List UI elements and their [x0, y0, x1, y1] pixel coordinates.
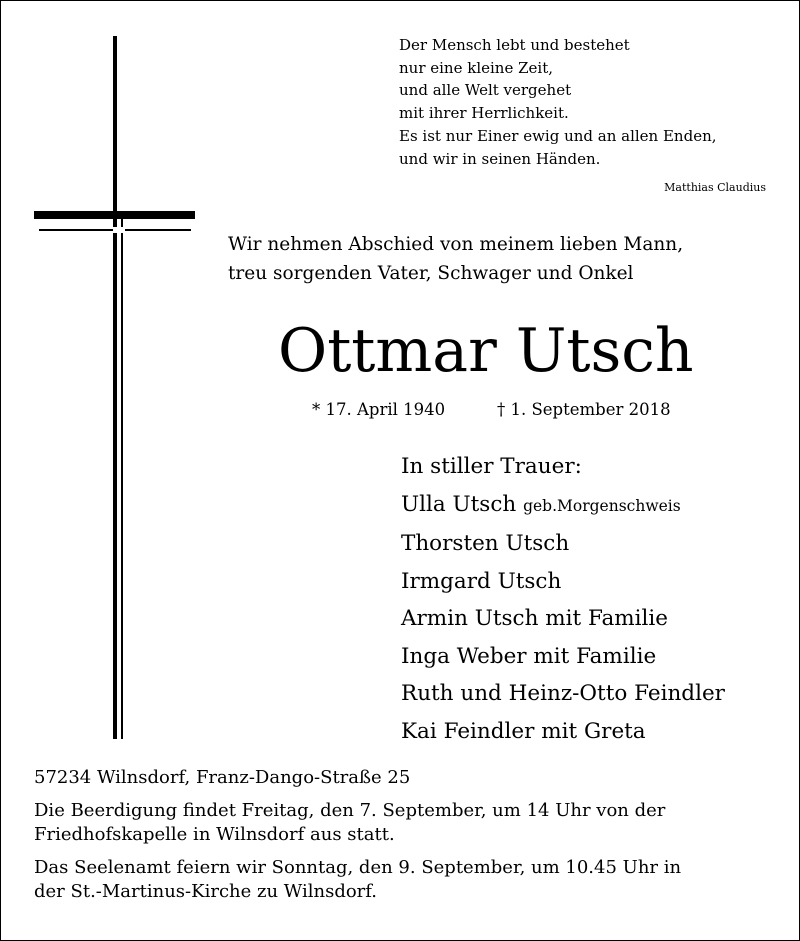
funeral-info [34, 799, 754, 848]
mourner-item: Thorsten Utsch [401, 531, 570, 556]
footer [34, 766, 754, 913]
poem-line: Es ist nur Einer ewig und an allen Enden, [399, 126, 717, 145]
intro-text [228, 230, 683, 288]
funeral-line: Die Beerdigung findet Freitag, den 7. September, um 14 Uhr von der [34, 799, 666, 821]
poem-line: und alle Welt vergehet [399, 81, 572, 100]
poem-author: Matthias Claudius [664, 181, 766, 194]
mourners-heading: In stiller Trauer: [401, 454, 582, 479]
cross-vertical-thin-line [121, 217, 123, 739]
death-date: † 1. September 2018 [497, 400, 671, 419]
cross-horizontal-bar [34, 211, 195, 219]
poem-line: Der Mensch lebt und bestehet [399, 36, 630, 54]
poem-line: und wir in seinen Händen. [399, 149, 601, 168]
cross-vertical-bar [113, 36, 117, 739]
cross-gap [113, 227, 125, 233]
mourner-item: Inga Weber mit Familie [401, 643, 657, 669]
mourner-item [401, 486, 725, 526]
mourner-item: Irmgard Utsch [401, 568, 562, 594]
mourner-item: Kai Feindler mit Greta [401, 718, 646, 744]
mass-line: Das Seelenamt feiern wir Sonntag, den 9. September, um 10.45 Uhr in [34, 856, 682, 878]
address: 57234 Wilnsdorf, Franz-Dango-Straße 25 [34, 767, 411, 788]
poem-line: nur eine kleine Zeit, [399, 58, 553, 77]
intro-line: Wir nehmen Abschied von meinem lieben Mann, [228, 234, 684, 255]
mourner-item: Ruth und Heinz-Otto Feindler [401, 681, 725, 706]
birth-date: * 17. April 1940 [312, 400, 446, 419]
mourner-item: Armin Utsch mit Familie [401, 606, 669, 631]
funeral-line: Friedhofskapelle in Wilnsdorf aus statt. [34, 824, 395, 845]
poem [399, 34, 717, 170]
maiden-name: geb.Morgenschweis [523, 496, 681, 515]
intro-line: treu sorgenden Vater, Schwager und Onkel [228, 263, 634, 284]
mourners-list [401, 448, 725, 750]
mass-line: der St.-Martinus-Kirche zu Wilnsdorf. [34, 881, 378, 902]
deceased-name: Ottmar Utsch [278, 316, 694, 386]
mass-info [34, 856, 754, 905]
mourner-name: Ulla Utsch [401, 491, 517, 517]
poem-line: mit ihrer Herrlichkeit. [399, 104, 569, 123]
